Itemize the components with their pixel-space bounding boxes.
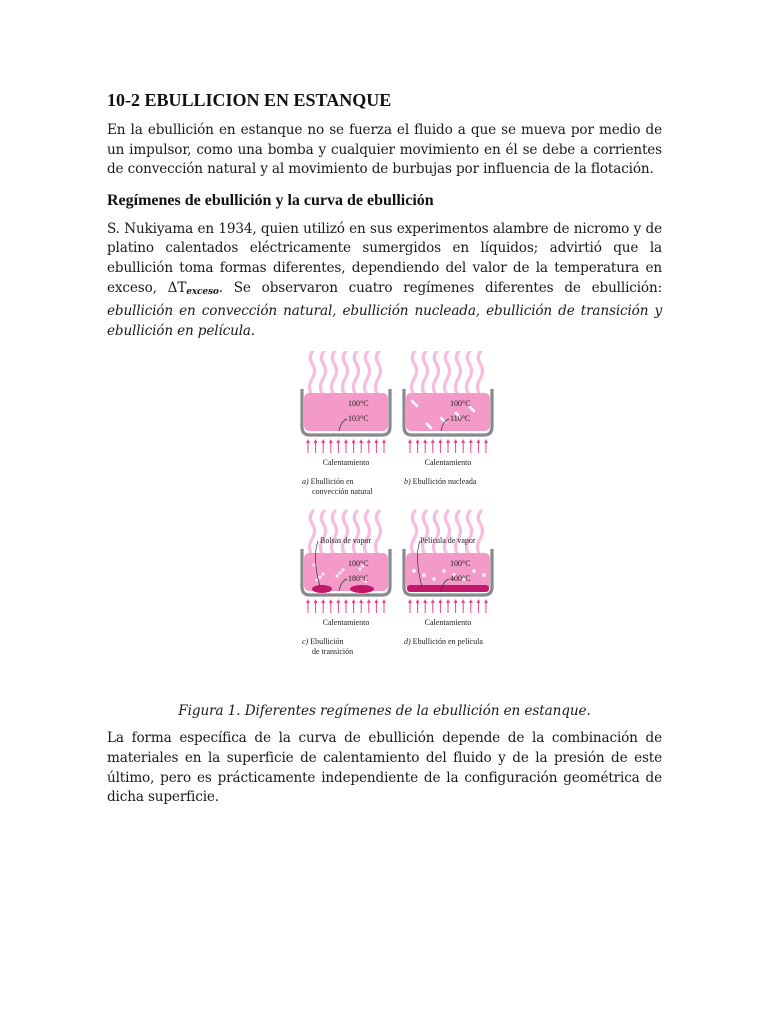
delta-t-subscript: exceso <box>186 286 219 297</box>
vapor-bubble <box>442 569 446 573</box>
vapor-wisp <box>445 351 450 395</box>
heat-arrowhead <box>423 439 427 443</box>
temp-top-label: 100°C <box>450 399 471 409</box>
liquid <box>406 393 490 431</box>
vapor-film <box>407 585 489 592</box>
vapor-wisp <box>310 351 315 395</box>
heat-arrowhead <box>359 439 363 443</box>
heat-arrowhead <box>438 599 442 603</box>
panel-letter: a) <box>302 477 311 487</box>
panel-name-line2: de transición <box>312 647 354 657</box>
subsection-title: Regímenes de ebullición y la curva de ebullición <box>107 191 434 209</box>
vapor-bubble <box>321 573 324 576</box>
vapor-wisp <box>354 511 359 555</box>
heat-arrowhead <box>306 439 310 443</box>
vapor-wisp <box>365 351 370 395</box>
temp-bottom-label: 103°C <box>348 414 369 424</box>
heat-arrowhead <box>476 599 480 603</box>
heat-arrowhead <box>336 439 340 443</box>
heat-arrowhead <box>454 439 458 443</box>
vapor-wisp <box>343 511 348 555</box>
heat-label: Calentamiento <box>424 458 472 468</box>
vapor-bubble <box>341 569 344 572</box>
boiling-regimes-figure <box>107 351 662 701</box>
section-title: 10-2 EBULLICION EN ESTANQUE <box>107 90 392 110</box>
panel-name-line1: Ebullición en <box>310 477 354 487</box>
vapor-bubble <box>416 405 419 408</box>
vapor-bubble <box>422 573 426 577</box>
panel-name-line2: convección natural <box>312 487 373 497</box>
vapor-wisp <box>423 511 428 555</box>
liquid <box>304 393 388 431</box>
panel-3 <box>302 511 390 656</box>
vapor-wisp <box>467 351 472 395</box>
vapor-bubble <box>335 575 338 578</box>
intro-paragraph: En la ebullición en estanque no se fuerza el fluido a que se mueva por medio de un impulsor, como una bomba y cualquier movimiento en él se debe a corrientes de convección natural y al movimiento de burbujas por influencia de la flotación. <box>107 122 662 178</box>
vapor-bubble <box>482 573 486 577</box>
closing-paragraph: La forma específica de la curva de ebullición depende de la combinación de materiales en la superficie de calentamiento del fluido y de la presión de este último, pero es prácticamente independiente de la configuración geométrica de dicha superficie. <box>107 730 662 806</box>
vapor-bubble <box>430 427 433 430</box>
heat-arrowhead <box>344 439 348 443</box>
vapor-wisp <box>332 511 337 555</box>
nukiyama-paragraph <box>107 220 662 342</box>
delta-t-symbol: ΔT <box>167 279 187 296</box>
heat-arrowhead <box>359 599 363 603</box>
heat-arrowhead <box>314 439 318 443</box>
panel-letter: d) <box>404 637 413 647</box>
temp-bottom-label: 110°C <box>450 414 471 424</box>
vapor-pocket <box>350 585 374 593</box>
vapor-wisp <box>365 511 370 555</box>
paragraph-text-end: . <box>250 322 256 339</box>
panel-letter: b) <box>404 477 413 487</box>
heat-arrowhead <box>321 439 325 443</box>
vapor-wisp <box>445 511 450 555</box>
temp-bottom-label: 180°C <box>348 574 369 584</box>
vapor-wisp <box>343 351 348 395</box>
vapor-bubble <box>432 577 436 581</box>
panel-letter: c) <box>302 637 311 647</box>
vapor-wisp <box>321 351 326 395</box>
vapor-wisp <box>310 511 315 555</box>
paragraph-text-before: S. Nukiyama en 1934, quien utilizó en sus experimentos alambre de nicromo y de platino calentados eléctricamente sumergidos en líquidos; advirtió que la ebullición toma formas diferentes, dependiendo del valor de la temperatura en exceso, <box>107 220 662 296</box>
vapor-bubble <box>473 410 476 413</box>
heat-arrowhead <box>374 439 378 443</box>
heat-label: Calentamiento <box>424 618 472 628</box>
heat-arrowhead <box>476 439 480 443</box>
vapor-wisp <box>321 511 326 555</box>
heat-arrowhead <box>416 439 420 443</box>
heat-arrowhead <box>374 599 378 603</box>
heat-arrowhead <box>367 439 371 443</box>
heat-arrowhead <box>469 599 473 603</box>
panel-name-line1: Ebullición nucleada <box>412 477 477 487</box>
heat-arrowhead <box>461 439 465 443</box>
heat-arrowhead <box>423 599 427 603</box>
vapor-wisp <box>332 351 337 395</box>
panel-4 <box>404 511 492 646</box>
vapor-wisp <box>478 511 483 555</box>
vapor-wisp <box>456 511 461 555</box>
callout-label: Bolsas de vapor <box>320 536 372 546</box>
vapor-bubble <box>472 569 476 573</box>
heat-arrowhead <box>416 599 420 603</box>
vapor-wisp <box>423 351 428 395</box>
heat-arrowhead <box>382 439 386 443</box>
figure-illustration <box>107 351 662 701</box>
heat-arrowhead <box>408 439 412 443</box>
callout-label: Película de vapor <box>420 536 476 546</box>
temp-top-label: 100°C <box>348 559 369 569</box>
vapor-wisp <box>478 351 483 395</box>
page-content <box>107 88 662 808</box>
panel-name <box>302 477 354 486</box>
panel-name <box>302 637 344 646</box>
heat-arrowhead <box>352 599 356 603</box>
vapor-bubble <box>312 564 315 567</box>
vapor-wisp <box>456 351 461 395</box>
vapor-bubble <box>318 576 321 579</box>
heat-arrowhead <box>329 439 333 443</box>
heat-arrowhead <box>408 599 412 603</box>
panel-name-line1: Ebullición <box>310 637 344 647</box>
heat-arrowhead <box>469 439 473 443</box>
heat-arrowhead <box>438 439 442 443</box>
vapor-wisp <box>354 351 359 395</box>
vapor-wisp <box>467 511 472 555</box>
vapor-wisp <box>434 511 439 555</box>
heat-arrowhead <box>367 599 371 603</box>
heat-arrowhead <box>306 599 310 603</box>
heat-label: Calentamiento <box>322 618 370 628</box>
paragraph-text-middle: . Se observaron cuatro regímenes diferentes de ebullición: <box>218 279 662 296</box>
heat-label: Calentamiento <box>322 458 370 468</box>
figure-caption: Figura 1. Diferentes regímenes de la ebullición en estanque. <box>178 703 591 720</box>
heat-arrowhead <box>461 599 465 603</box>
temp-bottom-label: 400°C <box>450 574 471 584</box>
heat-arrowhead <box>321 599 325 603</box>
heat-arrowhead <box>329 599 333 603</box>
heat-arrowhead <box>431 599 435 603</box>
vapor-wisp <box>376 351 381 395</box>
heat-arrowhead <box>454 599 458 603</box>
heat-arrowhead <box>484 599 488 603</box>
vapor-bubble <box>412 569 416 573</box>
panel-name <box>404 637 483 646</box>
heat-arrowhead <box>336 599 340 603</box>
vapor-wisp <box>434 351 439 395</box>
heat-arrowhead <box>431 439 435 443</box>
panel-name-line1: Ebullición en película <box>412 637 483 647</box>
vapor-pocket <box>312 585 332 593</box>
heat-arrowhead <box>382 599 386 603</box>
vapor-wisp <box>412 511 417 555</box>
heat-arrowhead <box>446 599 450 603</box>
temp-top-label: 100°C <box>450 559 471 569</box>
vapor-wisp <box>412 351 417 395</box>
temp-top-label: 100°C <box>348 399 369 409</box>
vapor-bubble <box>338 572 341 575</box>
vapor-wisp <box>376 511 381 555</box>
panel-name <box>404 477 477 486</box>
heat-arrowhead <box>352 439 356 443</box>
regimes-list: ebullición en convección natural, ebullición nucleada, ebullición de transición y ebullición en película <box>107 303 662 339</box>
panel-2 <box>404 351 492 486</box>
heat-arrowhead <box>484 439 488 443</box>
panel-1 <box>302 351 390 496</box>
heat-arrowhead <box>446 439 450 443</box>
heat-arrowhead <box>314 599 318 603</box>
heat-arrowhead <box>344 599 348 603</box>
